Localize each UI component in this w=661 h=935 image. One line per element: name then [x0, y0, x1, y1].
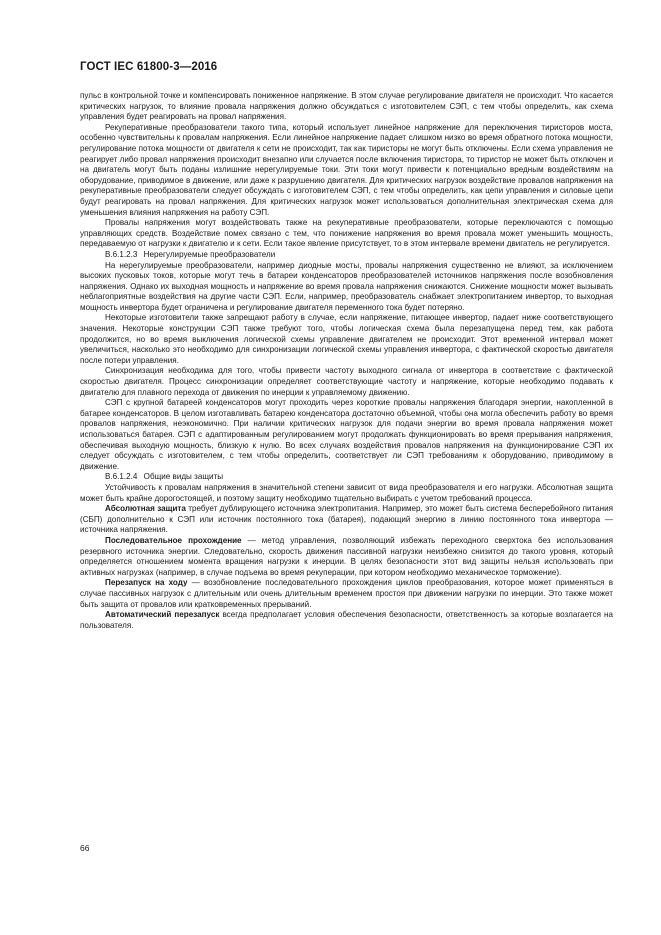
standard-header: ГОСТ IEC 61800-3—2016 [80, 61, 218, 73]
paragraph: Провалы напряжения могут воздействовать также на рекуперативные преобразователи, которые переключаются с помощью управляющих средств. Воздействие помех связано с тем, что понижение напряжения во время провала может уменьшить мощность, передаваемую от нагрузки к двигателю и к сети. Если такое явление присутствует, то в этом интервале времени двигатель не регулируется. [80, 218, 613, 249]
paragraph [80, 504, 613, 536]
paragraph: СЭП с крупной батареей конденсаторов могут проходить через короткие провалы напряжения благодаря энергии, накопленной в батарее конденсаторов. В целом изготавливать батарею конденсатора достаточно объемной, чтобы она могла обеспечить работу во время провалов напряжения, неэкономично. При наличии критических нагрузок для подачи энергии во время провала напряжения может использоваться батарея. СЭП с адаптированным регулированием могут продолжать функционировать во время прерывания напряжения, обеспечивая выходную мощность, близкую к нулю. Во всех случаях воздействия провалов напряжения на функционирование СЭП их следует обсуждать с изготовителем, с тем чтобы определить, соответствует ли СЭП требованиям к оборудованию, приводимому в движение. [80, 398, 613, 471]
term: Абсолютная защита [105, 504, 186, 514]
paragraph: Некоторые изготовители также запрещают работу в случае, если напряжение, питающее инвертор, падает ниже соответствующего значения. Некоторые конструкции СЭП также требуют того, чтобы логическая схема была перезапущена перед тем, как работа продолжится, но во время выключения логической схемы управление двигателем не происходит. Этот временной интервал может увеличиться, насколько это необходимо для синхронизации логической схемы управления инвертора, с фактической скоростью двигателя после потери управления. [80, 313, 613, 365]
paragraph: Рекуперативные преобразователи такого типа, который использует линейное напряжение для переключения тиристоров моста, особенно чувствительны к провалам напряжения. Если линейное напряжение падает слишком низко во время обратного потока мощности, регулирование потока мощности от двигателя к сети не происходит, так как тиристоры не могут быть отключены. Если схема управления не реагирует либо провал напряжения происходит внезапно или случается после включения тиристора, то тиристор не может быть отключен и на двигатель могут быть поданы излишние нерегулируемые токи. Эти токи могут привести к потенциально вредным воздействиям на оборудование, приводимое в движение, или даже к разрушению двигателя. Для критических нагрузок воздействие провалов напряжения на рекуперативные преобразователи следует обсуждать с изготовителем СЭП, с тем чтобы определить, как цепи управления и силовые цепи будут реагировать на провал напряжения. Для критических нагрузок может использоваться дополнительная электрическая схема для уменьшения влияния напряжения на работу СЭП. [80, 122, 613, 217]
paragraph [80, 578, 613, 610]
section-title: Общие виды защиты [143, 472, 224, 482]
term-definition: всегда предполагает условия обеспечения безопасности, ответственность за которые возлагается на пользователя. [80, 610, 613, 630]
section-heading [80, 250, 613, 261]
paragraph: Устойчивость к провалам напряжения в значительной степени зависит от вида преобразователя и его нагрузки. Абсолютная защита может быть крайне дорогостоящей, и поэтому защиту необходимо тщательно выбирать с учетом требований процесса. [80, 482, 613, 503]
term-definition: требует дублирующего источника электропитания. Например, это может быть система бесперебойного питания (СБП) дополнительно к СЭП или источник постоянного тока (батарея), подающий энергию в линию постоянного тока инвертора — источника напряжения. [80, 504, 613, 535]
paragraph: На нерегулируемые преобразователи, например диодные мосты, провалы напряжения существенно не влияют, за исключением высоких пусковых токов, которые могут течь в батареи конденсаторов преобразователей источников напряжения после возобновления напряжения. Однако их выходная мощность и напряжение во время провала напряжения снижаются. Снижение мощности может вызывать неблагоприятные воздействия на другие части СЭП. Если, например, преобразователь снабжает электропитанием инвертор, то выходная мощность инвертора будет ограничена и регулирование двигателя переменного тока будет потеряно. [80, 260, 613, 312]
section-heading [80, 472, 613, 483]
page-number: 66 [80, 843, 90, 853]
section-number: B.6.1.2.4 [105, 472, 138, 482]
term: Последовательное прохождение [105, 535, 242, 545]
paragraph: пульс в контрольной точке и компенсировать пониженное напряжение. В этом случае регулирование двигателя не происходит. Что касается критических нагрузок, то влияние провала напряжения должно обсуждаться с изготовителем СЭП, с тем чтобы определить, как схема управления будет реагировать на провал напряжения. [80, 91, 613, 122]
term: Автоматический перезапуск [105, 610, 220, 620]
paragraph: Синхронизация необходима для того, чтобы привести частоту выходного сигнала от инвертора в соответствие с фактической скоростью двигателя. Процесс синхронизации определяет соответствующие частоту и напряжение, которые необходимо подавать к двигателю для плавного перехода от движения по инерции к управляемому движению. [80, 366, 613, 397]
term: Перезапуск на ходу [105, 578, 188, 588]
paragraph [80, 536, 613, 578]
term-definition: — метод управления, позволяющий избежать переходного сверхтока без использования резервного источника энергии. Следовательно, скорость движения пассивной нагрузки неизбежно снизится до такого уровня, который определяется отношением момента вращения нагрузки к инерции. В целях безопасности этот вид защиты нельзя использовать при активных нагрузках (например, в случае подъема во время рекуперации, при котором необходимо механическое торможение). [80, 535, 613, 577]
section-number: B.6.1.2.3 [105, 249, 138, 259]
section-title: Нерегулируемые преобразователи [143, 249, 276, 259]
term-definition: — возобновление последовательного прохождения циклов преобразования, которое может применяться в случае пассивных нагрузок с длительным или очень длительным временем простоя при движении нагрузки по инерции. Это также может быть защита от провалов или кратковременных прерываний. [80, 578, 614, 609]
paragraph [80, 610, 613, 631]
page-content [80, 91, 613, 631]
